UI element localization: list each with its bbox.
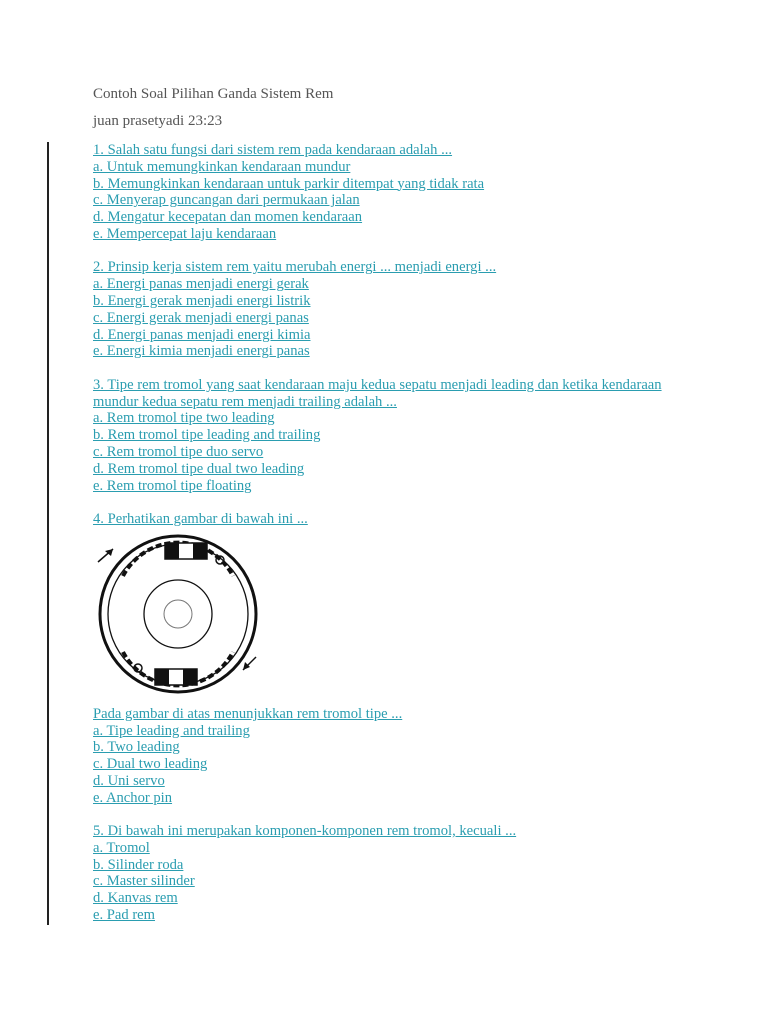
option-c[interactable]: c. Menyerap guncangan dari permukaan jalan — [93, 192, 360, 209]
content — [93, 142, 693, 940]
question-1 — [93, 142, 693, 243]
sub-question-text[interactable]: Pada gambar di atas menunjukkan rem tromol tipe ... — [93, 705, 403, 722]
question-4 — [93, 511, 693, 807]
drum-brake-diagram — [93, 534, 263, 694]
option-e[interactable]: e. Pad rem — [93, 907, 156, 924]
question-text[interactable]: 2. Prinsip kerja sistem rem yaitu merubah energi ... menjadi energi ... — [93, 259, 497, 276]
question-text[interactable]: 1. Salah satu fungsi dari sistem rem pada kendaraan adalah ... — [93, 142, 453, 158]
option-e[interactable]: e. Mempercepat laju kendaraan — [93, 225, 277, 242]
option-b[interactable]: b. Rem tromol tipe leading and trailing — [93, 427, 321, 444]
question-text[interactable]: 3. Tipe rem tromol yang saat kendaraan maju kedua sepatu menjadi leading dan ketika kendaraan mundur kedua sepatu rem menjadi trailing adalah ... — [93, 376, 662, 410]
author-timestamp: juan prasetyadi 23:23 — [93, 113, 223, 129]
option-c[interactable]: c. Dual two leading — [93, 756, 208, 773]
question-text[interactable]: 5. Di bawah ini merupakan komponen-komponen rem tromol, kecuali ... — [93, 823, 517, 840]
option-d[interactable]: d. Mengatur kecepatan dan momen kendaraan — [93, 209, 363, 226]
option-a[interactable]: a. Rem tromol tipe two leading — [93, 410, 275, 427]
page-title: Contoh Soal Pilihan Ganda Sistem Rem — [93, 86, 334, 102]
option-b[interactable]: b. Silinder roda — [93, 856, 184, 873]
blockquote-rule — [47, 142, 49, 925]
question-text[interactable]: 4. Perhatikan gambar di bawah ini ... — [93, 510, 308, 527]
option-d[interactable]: d. Kanvas rem — [93, 890, 178, 907]
option-c[interactable]: c. Master silinder — [93, 873, 195, 890]
option-a[interactable]: a. Tipe leading and trailing — [93, 722, 250, 739]
option-d[interactable]: d. Uni servo — [93, 772, 165, 789]
option-c[interactable]: c. Rem tromol tipe duo servo — [93, 443, 264, 460]
option-b[interactable]: b. Two leading — [93, 739, 180, 756]
option-d[interactable]: d. Rem tromol tipe dual two leading — [93, 460, 305, 477]
option-d[interactable]: d. Energi panas menjadi energi kimia — [93, 326, 311, 343]
option-a[interactable]: a. Tromol — [93, 839, 150, 856]
option-e[interactable]: e. Anchor pin — [93, 789, 173, 806]
question-3 — [93, 377, 693, 495]
question-2 — [93, 259, 693, 360]
option-a[interactable]: a. Untuk memungkinkan kendaraan mundur — [93, 158, 351, 175]
question-5 — [93, 823, 693, 924]
option-c[interactable]: c. Energi gerak menjadi energi panas — [93, 309, 309, 326]
option-e[interactable]: e. Rem tromol tipe floating — [93, 477, 252, 494]
option-e[interactable]: e. Energi kimia menjadi energi panas — [93, 343, 310, 360]
option-b[interactable]: b. Memungkinkan kendaraan untuk parkir ditempat yang tidak rata — [93, 175, 485, 192]
option-b[interactable]: b. Energi gerak menjadi energi listrik — [93, 292, 311, 309]
option-a[interactable]: a. Energi panas menjadi energi gerak — [93, 276, 309, 293]
